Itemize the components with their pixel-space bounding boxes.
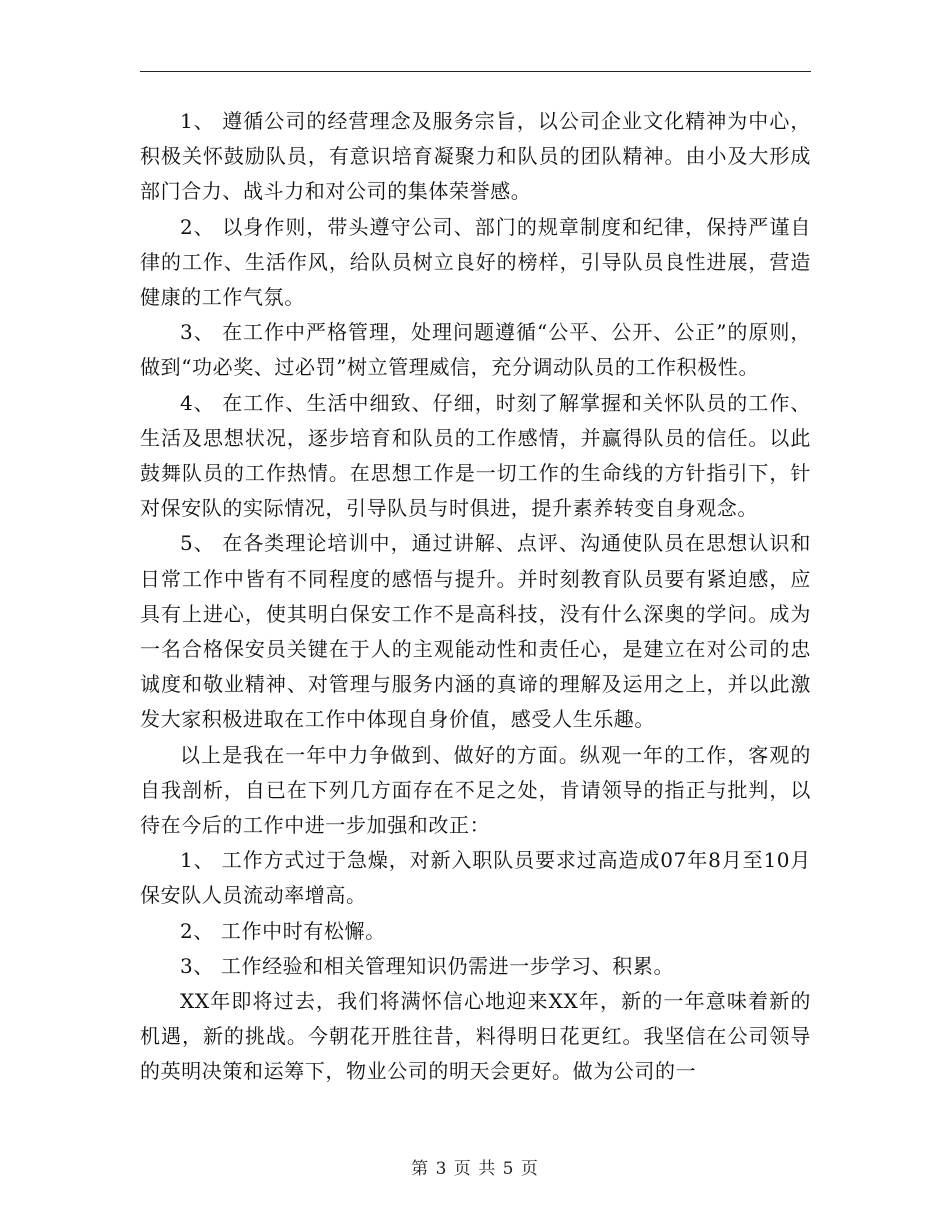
paragraph-6: 以上是我在一年中力争做到、做好的方面。纵观一年的工作，客观的自我剖析，自已在下列几方面存在不足之处，肯请领导的指正与批判，以待在今后的工作中进一步加强和改正：	[140, 742, 811, 838]
page-number: 第 3 页 共 5 页	[411, 1159, 539, 1179]
paragraph-4: 4、 在工作、生活中细致、仔细，时刻了解掌握和关怀队员的工作、生活及思想状况，逐步培育和队员的工作感情，并赢得队员的信任。以此鼓舞队员的工作热情。在思想工作是一切工作的生命线的方针指引下，针对保安队的实际情况，引导队员与时俱进，提升素养转变自身观念。	[140, 390, 811, 521]
document-body	[140, 104, 811, 1090]
header-rule	[140, 71, 811, 72]
paragraph-1: 1、 遵循公司的经营理念及服务宗旨，以公司企业文化精神为中心，积极关怀鼓励队员，有意识培育凝聚力和队员的团队精神。由小及大形成部门合力、战斗力和对公司的集体荣誉感。	[140, 109, 811, 204]
paragraph-10: XX年即将过去，我们将满怀信心地迎来XX年，新的一年意味着新的机遇，新的挑战。今朝花开胜往昔，料得明日花更红。我坚信在公司领导的英明决策和运筹下，物业公司的明天会更好。做为公司的一	[140, 989, 811, 1084]
paragraph-8: 2、 工作中时有松懈。	[180, 918, 386, 943]
paragraph-5: 5、 在各类理论培训中，通过讲解、点评、沟通使队员在思想认识和日常工作中皆有不同程度的感悟与提升。并时刻教育队员要有紧迫感，应具有上进心，使其明白保安工作不是高科技，没有什么深奥的学问。成为一名合格保安员关键在于人的主观能动性和责任心，是建立在对公司的忠诚度和敬业精神、对管理与服务内涵的真谛的理解及运用之上，并以此激发大家积极进取在工作中体现自身价值，感受人生乐趣。	[140, 531, 811, 732]
paragraph-2: 2、 以身作则，带头遵守公司、部门的规章制度和纪律，保持严谨自律的工作、生活作风，给队员树立良好的榜样，引导队员良性进展，营造健康的工作气氛。	[140, 214, 811, 310]
paragraph-7: 1、 工作方式过于急燥，对新入职队员要求过高造成07年8月至10月保安队人员流动率增高。	[140, 848, 811, 908]
paragraph-9: 3、 工作经验和相关管理知识仍需进一步学习、积累。	[180, 953, 675, 978]
paragraph-3: 3、 在工作中严格管理，处理问题遵循“公平、公开、公正”的原则，做到“功必奖、过必罚”树立管理威信，充分调动队员的工作积极性。	[140, 320, 811, 380]
